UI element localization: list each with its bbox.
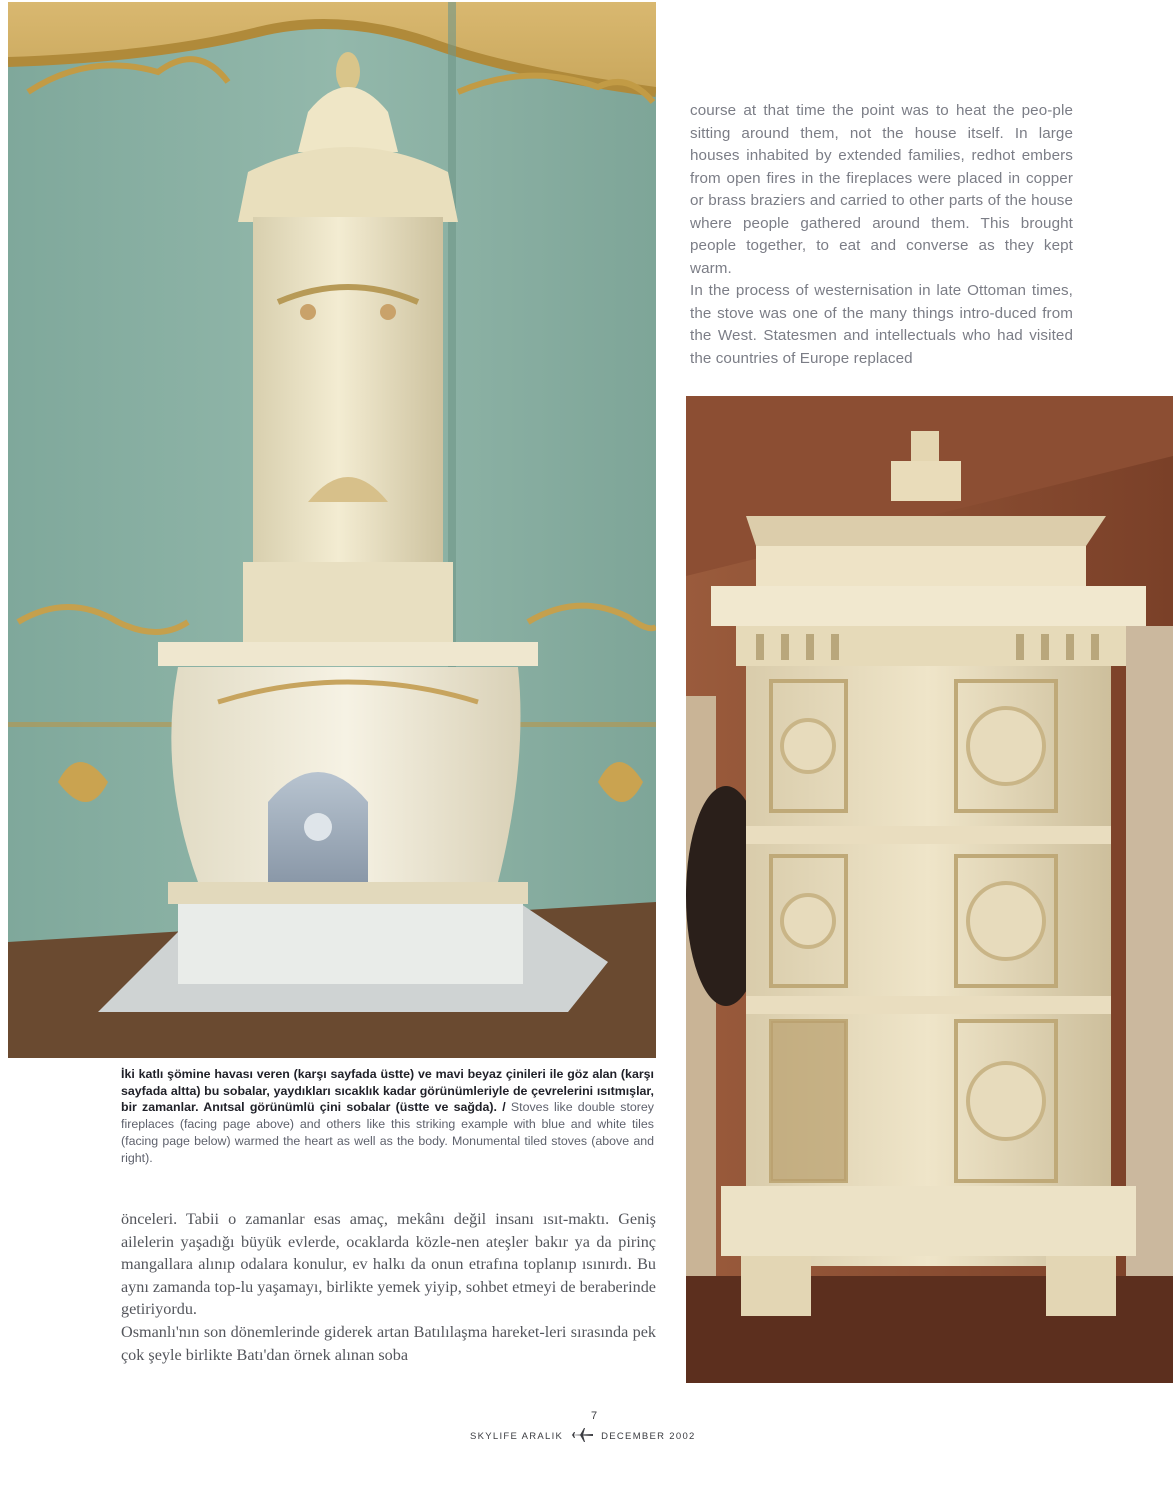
caption-turkish: İki katlı şömine havası veren (karşı sayfada üstte) ve mavi beyaz çinileri ile göz alan (karşı sayfada altta) bu sobalar, yaydıkları sıcaklık kadar görünümleriyle de çevrelerini ısıtmışlar, bir zamanlar. Anıtsal görünümlü çini sobalar (üstte ve sağda). bbox=[121, 1067, 654, 1115]
stove-photo-right bbox=[686, 396, 1173, 1383]
body-paragraph: önceleri. Tabii o zamanlar esas amaç, mekânı değil insanı ısıt-maktı. Geniş ailelerin yaşadığı büyük evlerde, ocaklarda közle-nen ateşler bakır ya da pirinç mangallara alınıp odalara konulur, ev halkı da onun etrafına toplanıp ısınırdı. Bu aynı zamanda top-lu yaşamayı, birlikte yemek yiyip, sohbet etmeyi de beraberinde getiriyordu. bbox=[121, 1210, 656, 1319]
footer-line bbox=[470, 1428, 696, 1442]
footer-magazine-month: SKYLIFE ARALIK bbox=[470, 1431, 564, 1442]
monumental-tiled-stove-photo bbox=[686, 396, 1173, 1383]
stove-photo-left bbox=[8, 2, 656, 1058]
article-body-turkish bbox=[121, 1208, 656, 1366]
caption-english: Stoves like double storey fireplaces (facing page above) and others like this striking example with blue and white tiles (facing page below) warmed the heart as well as the body. Monumental tiled stoves (above and right). bbox=[121, 1100, 654, 1165]
body-paragraph: Osmanlı'nın son dönemlerinde giderek artan Batılılaşma hareket-leri sırasında pek çok şeyle birlikte Batı'dan örnek alınan soba bbox=[121, 1322, 656, 1364]
caption-separator: / bbox=[502, 1100, 506, 1115]
body-paragraph: In the process of westernisation in late Ottoman times, the stove was one of the many things intro-duced from the West. Statesmen and intellectuals who had visited the countries of Europe replaced bbox=[690, 282, 1073, 367]
page-footer bbox=[470, 1410, 730, 1450]
ornate-two-storey-stove-photo bbox=[8, 2, 656, 1058]
airplane-icon bbox=[571, 1428, 593, 1442]
body-paragraph: course at that time the point was to heat the peo-ple sitting around them, not the house itself. In large houses inhabited by extended families, redhot embers from open fires in the fireplaces were placed in copper or brass braziers and carried to other parts of the house where people gathered around them. This brought people together, to eat and converse as they kept warm. bbox=[690, 102, 1073, 277]
page-number: 7 bbox=[591, 1410, 598, 1422]
footer-date: DECEMBER 2002 bbox=[601, 1431, 696, 1442]
article-body-english bbox=[690, 100, 1073, 370]
photo-caption bbox=[121, 1066, 654, 1166]
